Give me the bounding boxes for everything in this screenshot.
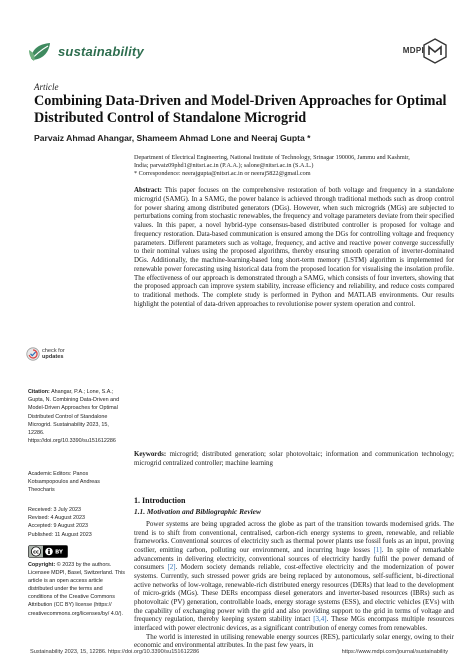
paragraph-text: . These MGs encompass multiple resources interfaced with power electronic devices, as a significant contribution of energy comes from renewables.: [134, 615, 454, 632]
paragraph-text: . Modern society demands reliable, cost-effective electricity and the modernization of power systems. Currently, such stressed power grids are being replaced by autonomous, self-sufficient, bi-directional active networks of low-voltage, renewable-rich distributed energy resources (DERs) that lead to the development of micro-grids (MGs). These DERs encompass diesel generators and inverter-based resources (IBRs) such as photovoltaic (PV) generation, controllable loads, energy storage systems (ESS), and electric vehicles (EVs) with the capability of exchanging power with the grid and also providing support to the grid in terms of voltage and frequency regulation, thereby keeping system stability intact: [134, 563, 454, 624]
citation-block: [28, 388, 126, 445]
abstract: [134, 187, 454, 310]
article-type: Article: [34, 82, 59, 92]
abstract-label: Abstract:: [134, 187, 162, 194]
affiliation-line: India; parvaiz09phd1@nitsri.ac.in (P.A.A.); salone@nitsri.ac.in (S.A.L.): [134, 162, 314, 169]
keywords-label: Keywords:: [134, 451, 167, 458]
svg-text:cc: cc: [33, 550, 39, 556]
paper-title: Combining Data-Driven and Model-Driven Approaches for Optimal Distributed Control of Standalone Microgrid: [34, 93, 447, 126]
copyright-label: Copyright:: [28, 562, 56, 568]
citation-text: Ahangar, P.A.; Lone, S.A.; Gupta, N. Combining Data-Driven and Model-Driven Approaches for Optimal Distributed Control of Standalone Microgrid. Sustainability 2023, 15, 12286. https://doi.org/10.3390/su151612286: [28, 389, 120, 445]
keywords-text: microgrid; distributed generation; solar photovoltaic; information and communication technology; microgrid centralized controller; machine learning: [134, 451, 454, 467]
footer-citation[interactable]: Sustainability 2023, 15, 12286. https://doi.org/10.3390/su151612286: [30, 649, 200, 655]
received-date: Received: 3 July 2023: [28, 507, 82, 513]
check-updates-label: [42, 348, 65, 361]
paragraph-text: Power systems are being upgraded across the globe as part of the transition towards modernised grids. The trend is to shift from conventional, centralised, carbon-rich energy systems to green, renewable, and reliable frameworks. Conventional sources of electricity such as thermal power plants use fossil fuels as an input, proving costlier, emitting carbon, polluting our environment, and incurring huge losses: [134, 520, 454, 554]
publisher-name: MDPI: [402, 46, 424, 55]
copyright-block: [28, 561, 126, 618]
citation-link[interactable]: [3,4]: [313, 615, 327, 624]
published-date: Published: 11 August 2023: [28, 531, 92, 538]
affiliation-line: Department of Electrical Engineering, National Institute of Technology, Srinagar 190006, Jammu and Kashmir,: [134, 154, 410, 161]
subsection-heading: 1.1. Motivation and Bibliographic Review: [134, 507, 261, 516]
copyright-text: © 2023 by the authors. Licensee MDPI, Basel, Switzerland. This article is an open access article distributed under the terms and conditions of the Creative Commons Attribution (CC BY) license (https:// creativecommons.org/licenses/by/ 4.0/).: [28, 562, 125, 617]
citation-label: Citation:: [28, 389, 50, 395]
check-updates-line: updates: [42, 354, 64, 361]
journal-name: sustainability: [58, 44, 144, 59]
journal-header: [28, 38, 448, 68]
publication-dates: [28, 506, 126, 539]
abstract-text: This paper focuses on the comprehensive restoration of both voltage and frequency in a standalone microgrid (SAMG). In a SAMG, the power balance is achieved through traditional methods such as droop control for power sharing among distributed generators (DGs). However, when such microgrids (MGs) are subjected to perturbations coming from stochastic renewables, the frequency and voltage parameters deviate from their specified values. In this paper, a novel hybrid-type consensus-based distributed controller is proposed for voltage and frequency restoration. Data-based communication is ensured among the DGs for controlling voltage and frequency parameters. Different parameters such as voltage, frequency, and active and reactive power converge successfully to their nominal values using the proposed algorithms, thereby ensuring smooth operation of inverter-dominated DGs. Additionally, the machine-learning-based long short-term memory (LSTM) algorithm is implemented for renewable power forecasting using historical data from the proposed location for visualising the insolation profile. The effectiveness of our approach is demonstrated through a SAMG, which consists of four inverters, showing that the proposed approach can improve system stability, increase efficiency and reliability, and reduce costs compared to traditional methods. The complete study is performed in Python and MATLAB environments. Our results highlight the potential of data-driven approaches to revolutionise power system operation and control.: [134, 187, 454, 308]
section-heading: 1. Introduction: [134, 496, 186, 505]
keywords: [134, 451, 454, 469]
introduction-body: [134, 520, 454, 650]
cc-by-license-icon[interactable]: [28, 545, 68, 558]
check-updates-line: check for: [42, 348, 65, 354]
citation-link[interactable]: [2]: [167, 563, 176, 572]
svg-text:BY: BY: [55, 549, 63, 556]
footer-journal-url[interactable]: https://www.mdpi.com/journal/sustainability: [341, 649, 448, 655]
author-list: Parvaiz Ahmad Ahangar, Shameem Ahmad Lone and Neeraj Gupta *: [34, 133, 311, 143]
affiliation-block: [134, 154, 454, 178]
leaf-logo-icon: [28, 40, 54, 64]
citation-link[interactable]: [1]: [373, 545, 382, 554]
paragraph-text: . In spite of remarkable advancements in delivering electricity, conventional sources of electricity hardly fulfil the power demand of consumers: [134, 545, 454, 572]
revised-date: Revised: 4 August 2023: [28, 515, 85, 522]
check-updates-icon: [26, 347, 40, 361]
accepted-date: Accepted: 9 August 2023: [28, 523, 88, 530]
body-paragraph: The world is interested in utilising renewable energy sources (RES), particularly solar energy, owing to their economic and environmental attributes. In the past few years, in: [134, 632, 454, 650]
correspondence-line: * Correspondence: neerajgupta@nitsri.ac.in or neeraj5822@gmail.com: [134, 170, 311, 177]
check-for-updates-button[interactable]: [24, 345, 114, 369]
mdpi-logo-icon: [422, 38, 448, 64]
academic-editors: Academic Editors: Panos Kotsampopoulos and Andreas Theocharis: [28, 471, 100, 494]
body-paragraph: [134, 520, 454, 633]
